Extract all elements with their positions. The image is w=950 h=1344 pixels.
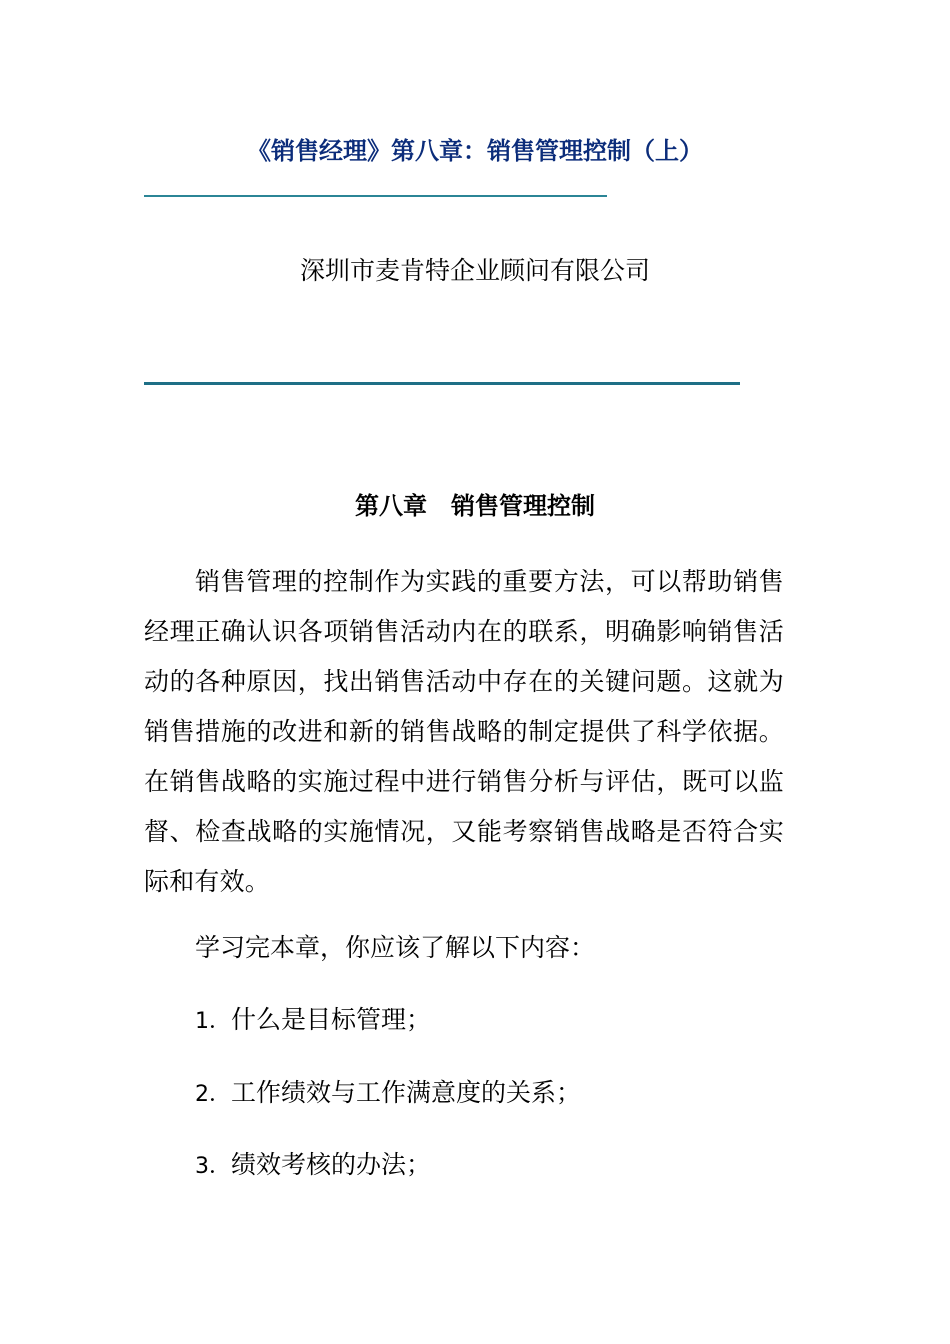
chapter-heading: 第八章 销售管理控制 xyxy=(355,492,595,520)
company-name: 深圳市麦肯特企业顾问有限公司 xyxy=(299,256,650,285)
title-divider xyxy=(144,195,607,197)
list-item-number: 1． xyxy=(195,1009,231,1034)
list-item-text: 工作绩效与工作满意度的关系； xyxy=(231,1078,582,1107)
intro-paragraph: 销售管理的控制作为实践的重要方法，可以帮助销售经理正确认识各项销售活动内在的联系，明确影响销售活动的各种原因，找出销售活动中存在的关键问题。这就为销售措施的改进和新的销售战略的制定提供了科学依据。在销售战略的实施过程中进行销售分析与评估，既可以监督、检查战略的实施情况，又能考察销售战略是否符合实际和有效。 xyxy=(144,567,784,896)
list-item xyxy=(195,1146,431,1186)
lead-in-text: 学习完本章，你应该了解以下内容： xyxy=(195,933,596,962)
list-item-text: 绩效考核的办法； xyxy=(231,1150,432,1179)
list-item-text: 什么是目标管理； xyxy=(231,1005,432,1034)
list-item xyxy=(195,1074,581,1114)
document-title: 《销售经理》第八章：销售管理控制（上） xyxy=(247,137,703,165)
list-item-number: 2． xyxy=(195,1082,231,1107)
company-divider xyxy=(144,382,740,385)
list-item-number: 3． xyxy=(195,1154,231,1179)
list-item xyxy=(195,1001,431,1041)
